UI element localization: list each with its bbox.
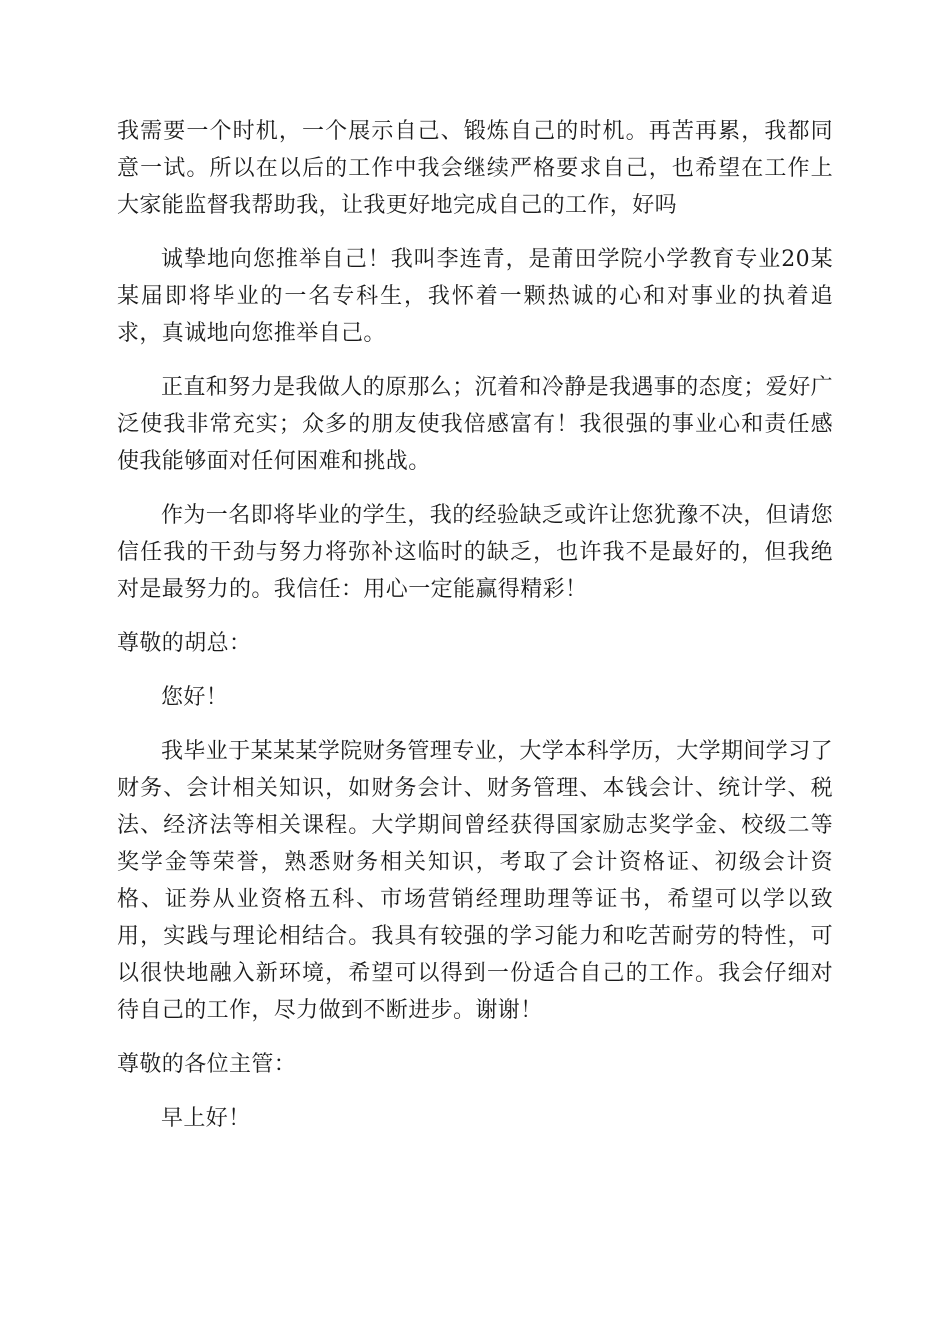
paragraph-time-opportunity: 我需要一个时机，一个展示自己、锻炼自己的时机。再苦再累，我都同意一试。所以在以后的工作中我会继续严格要求自己，也希望在工作上大家能监督我帮助我，让我更好地完成自己的工作，好吗 xyxy=(117,119,833,218)
paragraph-character: 正直和努力是我做人的原那么；沉着和冷静是我遇事的态度；爱好广泛使我非常充实；众多的朋友使我倍感富有！我很强的事业心和责任感使我能够面对任何困难和挑战。 xyxy=(117,375,834,474)
greeting-good-morning: 早上好！ xyxy=(161,1106,251,1131)
paragraph-self-recommendation: 诚挚地向您推举自己！我叫李连青，是莆田学院小学教育专业20某某届即将毕业的一名专科生，我怀着一颗热诚的心和对事业的执着追求，真诚地向您推举自己。 xyxy=(117,247,833,346)
paragraph-effort: 作为一名即将毕业的学生，我的经验缺乏或许让您犹豫不决，但请您信任我的干劲与努力将弥补这临时的缺乏，也许我不是最好的，但我绝对是最努力的。我信任：用心一定能赢得精彩！ xyxy=(117,503,834,602)
document-body xyxy=(117,113,833,1154)
paragraph-education-background: 我毕业于某某某学院财务管理专业，大学本科学历，大学期间学习了财务、会计相关知识，如财务会计、财务管理、本钱会计、统计学、税法、经济法等相关课程。大学期间曾经获得国家励志奖学金、校级二等奖学金等荣誉，熟悉财务相关知识，考取了会计资格证、初级会计资格、证券从业资格五科、市场营销经理助理等证书，希望可以学以致用，实践与理论相结合。我具有较强的学习能力和吃苦耐劳的特性，可以很快地融入新环境，希望可以得到一份适合自己的工作。我会仔细对待自己的工作，尽力做到不断进步。谢谢！ xyxy=(117,739,834,1023)
greeting-hello: 您好！ xyxy=(161,685,229,710)
salutation-supervisors: 尊敬的各位主管： xyxy=(117,1052,297,1077)
salutation-manager-hu: 尊敬的胡总： xyxy=(117,631,252,656)
